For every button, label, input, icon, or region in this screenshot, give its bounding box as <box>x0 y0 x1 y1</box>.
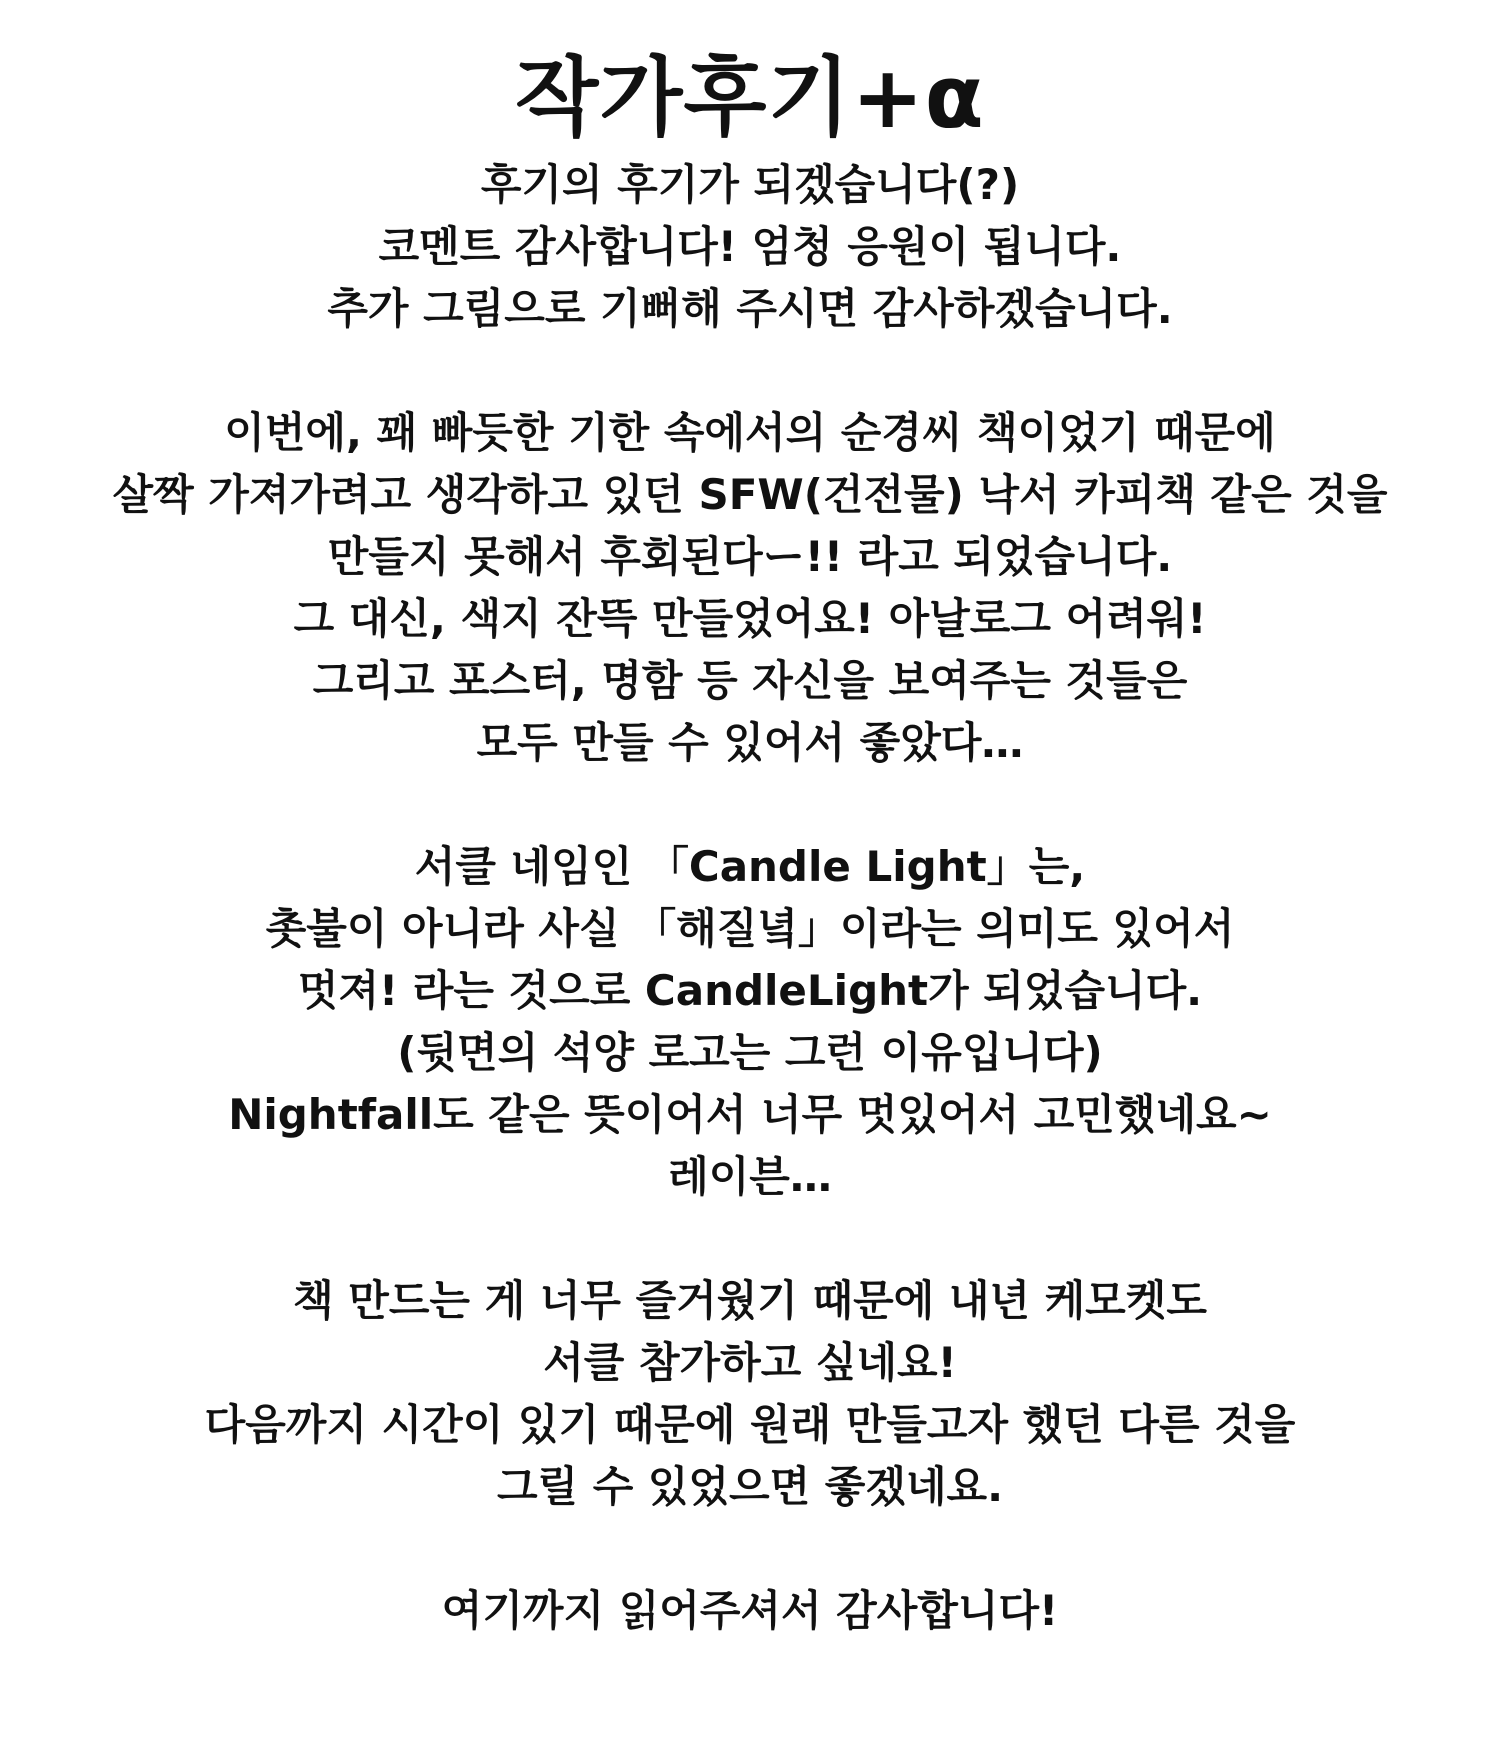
text-line: 레이븐… <box>668 1152 832 1201</box>
paragraph-spacer <box>0 774 1500 836</box>
text-line: 그 대신, 색지 잔뜩 만들었어요! 아날로그 어려워! <box>293 594 1207 643</box>
text-line: 추가 그림으로 기뻐해 주시면 감사하겠습니다. <box>327 284 1173 333</box>
text-line: 그리고 포스터, 명함 등 자신을 보여주는 것들은 <box>312 656 1188 705</box>
paragraph-next-event <box>0 1270 1500 1518</box>
closing-line: 여기까지 읽어주셔서 감사합니다! <box>441 1586 1059 1635</box>
text-line: 멋져! 라는 것으로 CandleLight가 되었습니다. <box>297 966 1203 1015</box>
text-line: 모두 만들 수 있어서 좋았다… <box>476 718 1024 767</box>
text-line: 서클 참가하고 싶네요! <box>543 1338 957 1387</box>
text-line: 만들지 못해서 후회된다ー!! 라고 되었습니다. <box>327 532 1173 581</box>
text-line: 후기의 후기가 되겠습니다(?) <box>480 160 1020 209</box>
text-line: 이번에, 꽤 빠듯한 기한 속에서의 순경씨 책이었기 때문에 <box>224 408 1276 457</box>
paragraph-closing <box>0 1580 1500 1642</box>
paragraph-spacer <box>0 1518 1500 1580</box>
text-line: 촛불이 아니라 사실 「해질녘」이라는 의미도 있어서 <box>265 904 1235 953</box>
paragraph-spacer <box>0 1208 1500 1270</box>
page-title: 작가후기+α <box>515 48 985 148</box>
paragraph-regrets <box>0 402 1500 774</box>
paragraph-thanks <box>0 154 1500 340</box>
text-line: 코멘트 감사합니다! 엄청 응원이 됩니다. <box>378 222 1122 271</box>
text-line: 살짝 가져가려고 생각하고 있던 SFW(건전물) 낙서 카피책 같은 것을 <box>112 470 1388 519</box>
paragraph-spacer <box>0 340 1500 402</box>
text-line: 그릴 수 있었으면 좋겠네요. <box>496 1462 1004 1511</box>
text-line: 다음까지 시간이 있기 때문에 원래 만들고자 했던 다른 것을 <box>204 1400 1296 1449</box>
paragraph-circle-name <box>0 836 1500 1208</box>
text-line: (뒷면의 석양 로고는 그런 이유입니다) <box>397 1028 1103 1077</box>
text-line: 책 만드는 게 너무 즐거웠기 때문에 내년 케모켓도 <box>293 1276 1207 1325</box>
text-line: Nightfall도 같은 뜻이어서 너무 멋있어서 고민했네요~ <box>228 1090 1272 1139</box>
text-line: 서클 네임인 「Candle Light」는, <box>414 842 1086 891</box>
